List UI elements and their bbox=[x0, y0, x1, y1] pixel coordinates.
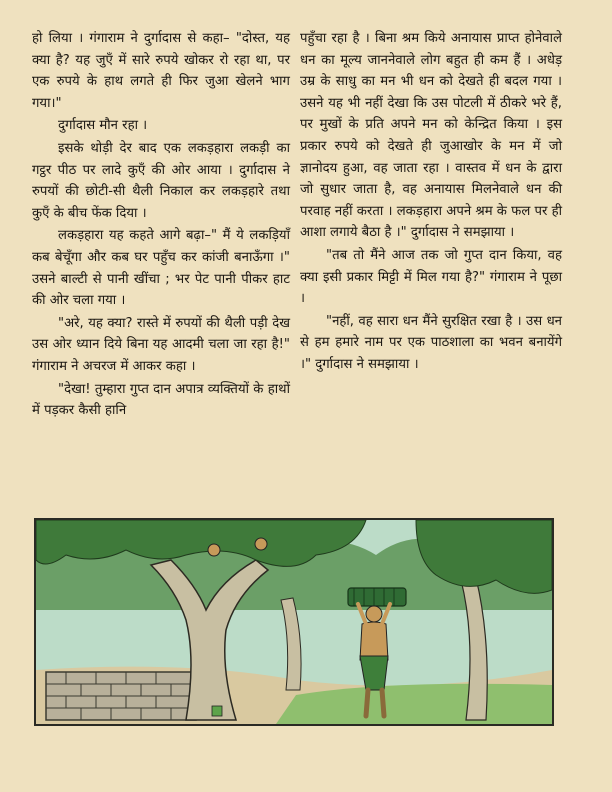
paragraph: "अरे, यह क्या? रास्ते में रुपयों की थैली पड़ी देख उस ओर ध्यान दिये बिना यह आदमी चला जा रहा है!" गंगाराम ने अचरज में आकर कहा । bbox=[32, 315, 290, 374]
figure-in-tree bbox=[255, 538, 267, 550]
story-illustration bbox=[34, 518, 554, 726]
illustration-canvas bbox=[36, 520, 552, 724]
paragraph: "तब तो मैंने आज तक जो गुप्त दान किया, वह क्या इसी प्रकार मिट्टी में मिल गया है?" गंगाराम ने पूछा । bbox=[300, 247, 562, 307]
text-column-left bbox=[32, 28, 290, 422]
paragraph: "नहीं, वह सारा धन मैंने सुरक्षित रखा है । उस धन से हम हमारे नाम पर एक पाठशाला का भवन बनायेंगे ।" दुर्गादास ने समझाया । bbox=[300, 313, 562, 372]
bucket bbox=[212, 706, 222, 716]
paragraph: इसके थोड़ी देर बाद एक लकड़हारा लकड़ी का गट्ठर पीठ पर लादे कुएँ की ओर आया । दुर्गादास ने रुपयों की छोटी-सी थैली निकाल कर लकड़हारे तथा कुएँ के बीच फेंक दिया । bbox=[32, 140, 290, 221]
text-column-right bbox=[300, 28, 562, 376]
paragraph: लकड़हारा यह कहते आगे बढ़ा–" मैं ये लकड़ियाँ कब बेचूँगा और कब घर पहुँच कर कांजी बनाऊँगा ।" उसने बाल्टी से पानी खींचा ; भर पेट पानी पीकर हाट की ओर चला गया । bbox=[32, 228, 290, 309]
paragraph: दुर्गादास मौन रहा । bbox=[58, 118, 148, 134]
figure-in-tree bbox=[208, 544, 220, 556]
paragraph: "देखा! तुम्हारा गुप्त दान अपात्र व्यक्तियों के हाथों में पड़कर कैसी हानि bbox=[32, 381, 290, 419]
paragraph: हो लिया । गंगाराम ने दुर्गादास से कहा– "दोस्त, यह क्या है? यह जुएँ में सारे रुपये खोकर रो रहा था, पर एक रुपये के हाथ लगते ही फिर जुआ खेलने भाग गया।" bbox=[32, 31, 290, 111]
woodcutter-head bbox=[366, 606, 382, 622]
stone-well-wall bbox=[46, 672, 196, 720]
paragraph: पहुँचा रहा है । बिना श्रम किये अनायास प्राप्त होनेवाले धन का मूल्य जाननेवाले लोग बहुत ही कम हैं । अधेड़ उम्र के साधु का मन भी धन को देखते ही बदल गया । उसने यह भी नहीं देखा कि उस पोटली में ठीकरे भरे हैं, पर मुखों के प्रति अपने मन को केन्द्रित किया । इस प्रकार रुपये को देखते ही जुआखोर के मन में जो ज्ञानोदय हुआ, वह जाता रहा । वास्तव में धन के द्वारा जो सुधार जाता है, वह अनायास मिलनेवाले धन की परवाह नहीं करता । लकड़हारा अपने श्रम के फल पर ही आशा लगाये बैठा है ।" दुर्गादास ने समझाया । bbox=[300, 31, 562, 241]
